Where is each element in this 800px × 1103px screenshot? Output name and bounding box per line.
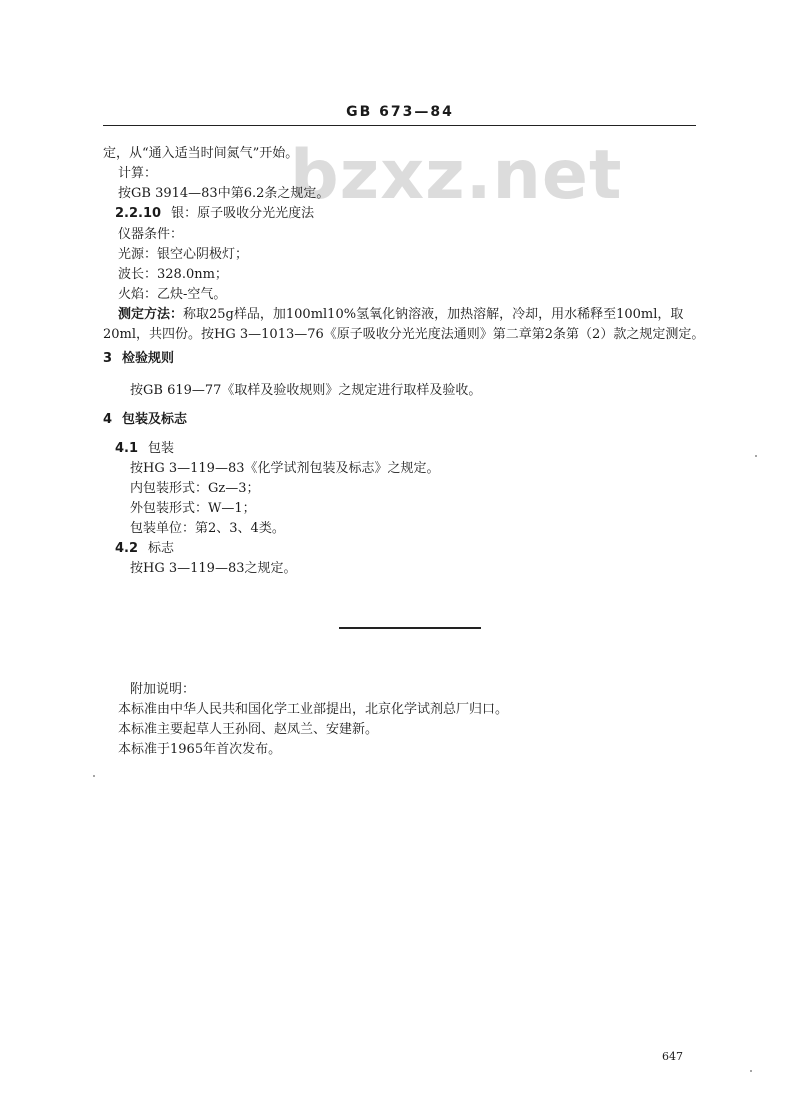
continuation-line: 定，从“通入适当时间氮气”开始。 (103, 146, 299, 161)
section-title: 包装 (148, 441, 175, 456)
notes-line-2: 本标准主要起草人王孙冏、赵凤兰、安建新。 (118, 722, 379, 737)
instrument-conditions-label: 仪器条件： (118, 227, 184, 242)
wavelength-line: 波长：328.0nm； (118, 267, 228, 282)
watermark: bzxz.net (290, 136, 623, 215)
packaging-line-2: 内包装形式：Gz—3； (130, 481, 260, 496)
section-3-heading (103, 350, 174, 368)
notes-line-3: 本标准于1965年首次发布。 (118, 742, 282, 757)
header-rule (103, 125, 696, 126)
section-number: 4.2 (115, 541, 139, 556)
method-label: 测定方法： (118, 307, 184, 322)
scan-speck (750, 1070, 752, 1072)
scan-speck (755, 455, 757, 457)
notes-line-1: 本标准由中华人民共和国化学工业部提出，北京化学试剂总厂归口。 (118, 702, 509, 717)
method-line-2: 20ml，共四份。按HG 3—1013—76《原子吸收分光光度法通则》第二章第2条第（2）款之规定测定。 (103, 327, 705, 342)
section-title: 标志 (148, 541, 175, 556)
flame-line: 火焰：乙炔-空气。 (118, 287, 227, 302)
packaging-line-1: 按HG 3—119—83《化学试剂包装及标志》之规定。 (130, 461, 440, 476)
calculation-text: 按GB 3914—83中第6.2条之规定。 (118, 186, 330, 201)
end-rule (339, 627, 481, 629)
section-title: 检验规则 (122, 351, 175, 366)
section-title: 银：原子吸收分光光度法 (171, 206, 315, 221)
notes-title: 附加说明： (130, 682, 196, 697)
section-4-1-heading (115, 440, 174, 458)
section-number: 3 (103, 351, 113, 366)
calculation-label: 计算： (118, 166, 158, 181)
light-source-line: 光源：银空心阴极灯； (118, 247, 249, 262)
section-3-text: 按GB 619—77《取样及验收规则》之规定进行取样及验收。 (130, 383, 482, 398)
section-number: 4.1 (115, 441, 139, 456)
section-title: 包装及标志 (122, 412, 188, 427)
method-text: 称取25g样品，加100ml10%氢氧化钠溶液，加热溶解，冷却，用水稀释至100ml，取 (183, 307, 684, 322)
marking-line: 按HG 3—119—83之规定。 (130, 561, 297, 576)
section-number: 2.2.10 (115, 206, 162, 221)
scan-speck (93, 775, 95, 777)
section-4-heading (103, 411, 187, 429)
section-silver-heading (115, 205, 314, 223)
section-number: 4 (103, 412, 113, 427)
page-header: GB 673—84 (346, 104, 454, 120)
packaging-line-3: 外包装形式：W—1； (130, 501, 256, 516)
section-4-2-heading (115, 540, 174, 558)
packaging-line-4: 包装单位：第2、3、4类。 (130, 521, 285, 536)
page-number: 647 (662, 1050, 683, 1063)
method-line-1 (118, 306, 683, 324)
